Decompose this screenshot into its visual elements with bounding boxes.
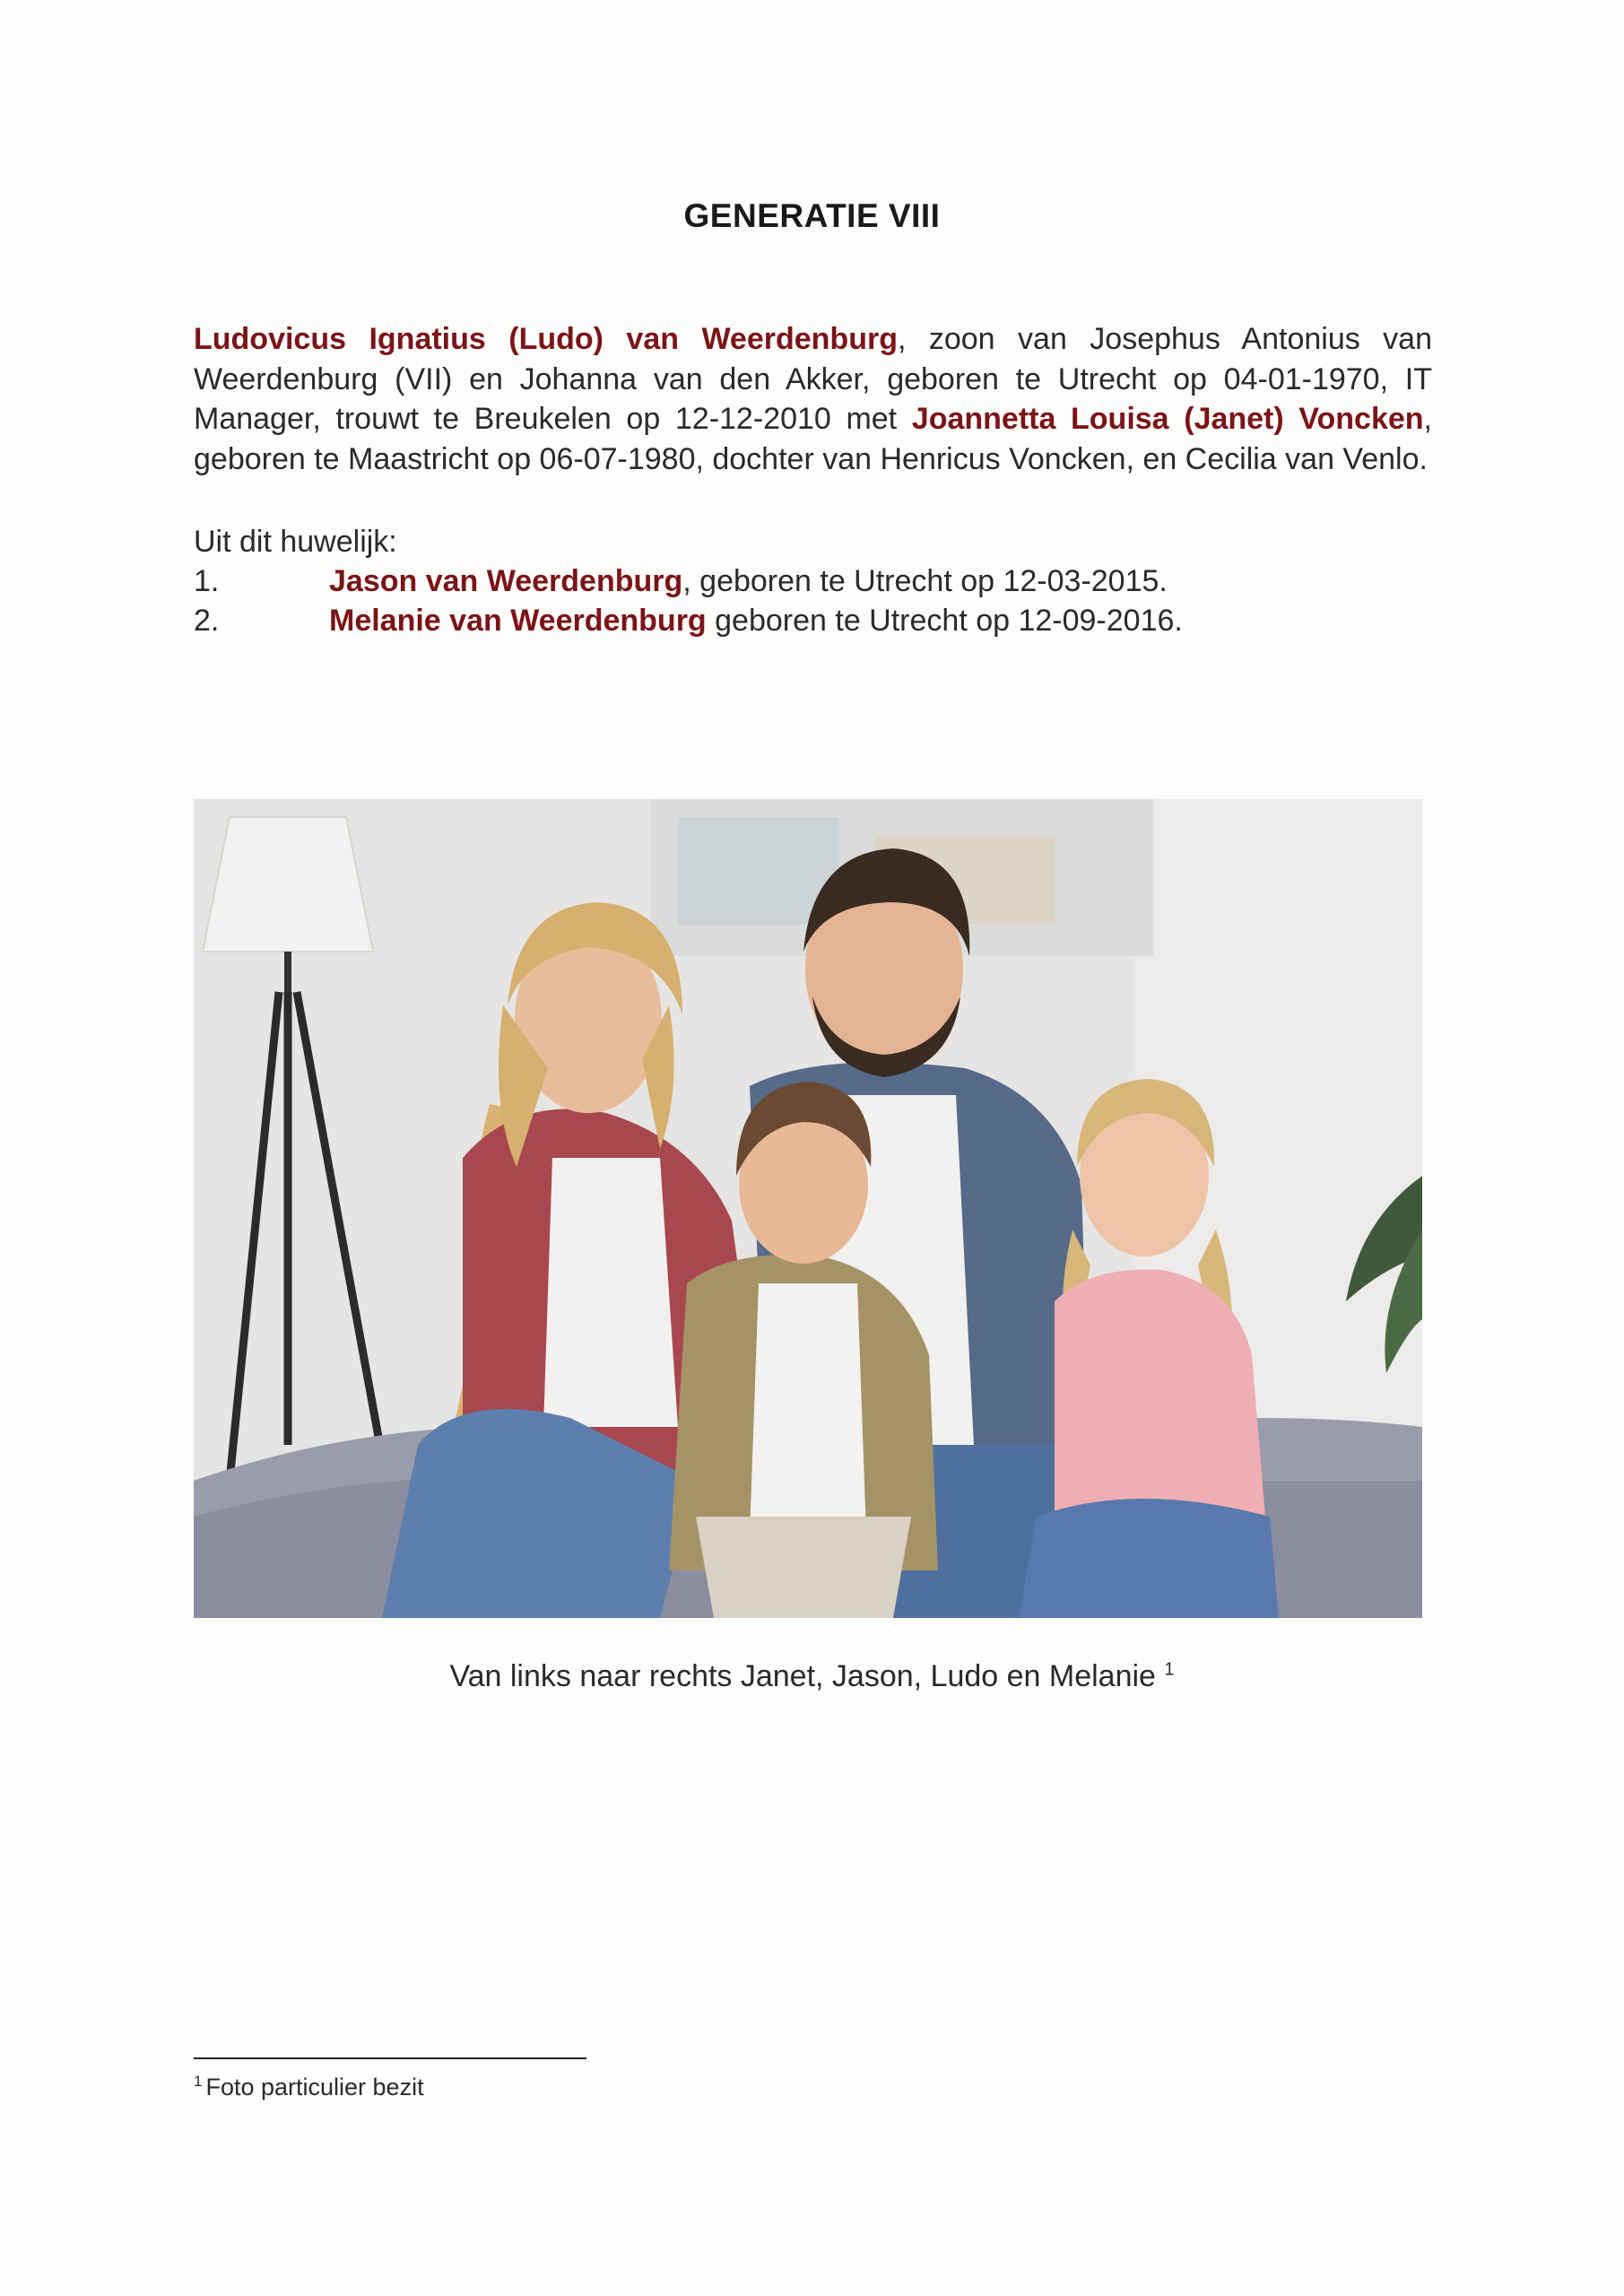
child-item — [194, 561, 1432, 601]
footnote-text: Foto particulier bezit — [205, 2074, 424, 2100]
child-name: Melanie van Weerdenburg — [329, 604, 707, 638]
spouse-name: Joannetta Louisa (Janet) Voncken — [911, 402, 1424, 436]
photo-caption-text: Van links naar rechts Janet, Jason, Ludo en Melanie — [449, 1659, 1156, 1693]
footnote-reference[interactable]: 1 — [1164, 1659, 1175, 1680]
child-name: Jason van Weerdenburg — [329, 564, 683, 598]
main-paragraph — [194, 319, 1432, 479]
child-number: 2. — [194, 604, 220, 638]
family-photo — [194, 799, 1422, 1618]
child-number: 1. — [194, 564, 220, 598]
child-item — [194, 601, 1432, 640]
footnote-divider — [194, 2057, 586, 2059]
paragraph-text-1: , zoon van Josephus Antonius van Weerdenburg (VII) en Johanna van den Akker, geboren te Utrecht op 04-01-1970, IT Manager, trouwt te Breukelen op 12-12-2010 met — [194, 322, 1432, 436]
footnote-number: 1 — [194, 2073, 203, 2090]
children-intro: Uit dit huwelijk: — [194, 525, 397, 559]
child-entry — [329, 561, 1168, 601]
child-entry — [329, 601, 1183, 640]
children-list — [194, 561, 1432, 640]
child-details: geboren te Utrecht op 12-09-2016. — [706, 604, 1183, 638]
child-details: , geboren te Utrecht op 12-03-2015. — [682, 564, 1168, 598]
paragraph-text-2: , geboren te Maastricht op 06-07-1980, dochter van Henricus Voncken, en Cecilia van Venlo. — [194, 402, 1432, 476]
page-title: GENERATIE VIII — [683, 197, 941, 234]
family-photo-illustration — [194, 799, 1422, 1618]
photo-caption — [0, 1659, 1624, 1694]
person-name: Ludovicus Ignatius (Ludo) van Weerdenburg — [194, 322, 898, 356]
footnote — [194, 2074, 424, 2101]
